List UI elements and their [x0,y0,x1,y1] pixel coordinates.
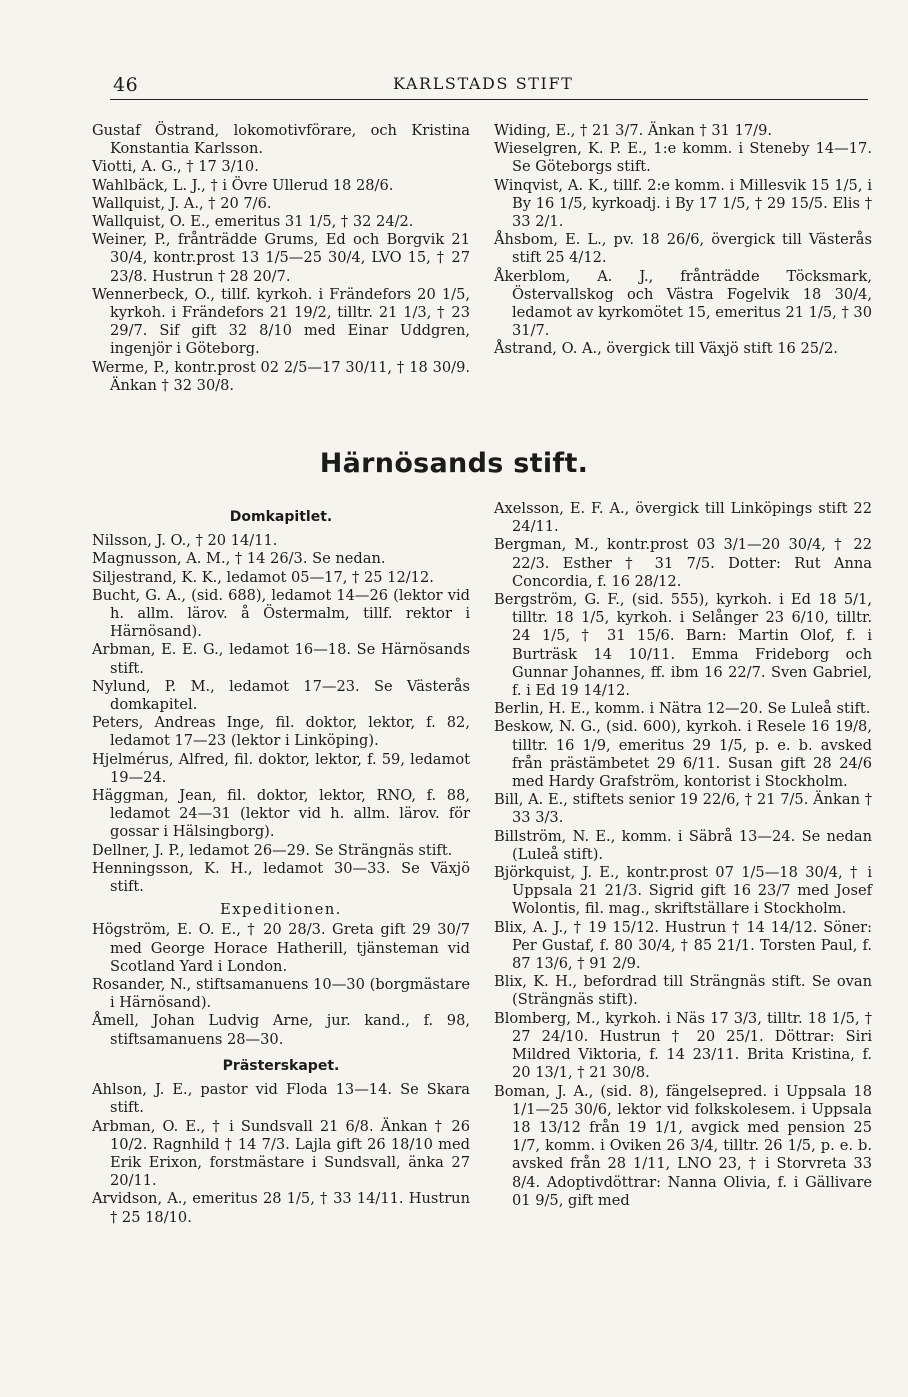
karlstad-column-left [92,122,475,395]
entry: Wieselgren, K. P. E., 1:e komm. i Steneby 14—17. Se Göteborgs stift. [494,140,877,176]
entry: Blix, A. J., † 19 15/12. Hustrun † 14 14/12. Söner: Per Gustaf, f. 80 30/4, † 85 21/1. Torsten Paul, f. 87 13/6, † 91 2/9. [494,918,877,973]
entry: Arvidson, A., emeritus 28 1/5, † 33 14/11. Hustrun † 25 18/10. [92,1190,475,1226]
entry: Gustaf Östrand, lokomotivförare, och Kristina Konstantia Karlsson. [92,122,475,158]
entry: Siljestrand, K. K., ledamot 05—17, † 25 12/12. [92,568,434,586]
running-title: KARLSTADS STIFT [393,74,574,93]
entry: Peters, Andreas Inge, fil. doktor, lektor, f. 82, ledamot 17—23 (lektor i Linköping). [92,714,475,750]
harnosand-column-right [494,500,877,1210]
karlstad-column-right [494,122,877,359]
entry: Arbman, E. E. G., ledamot 16—18. Se Härnösands stift. [92,641,475,677]
entry: Boman, J. A., (sid. 8), fängelsepred. i Uppsala 18 1/1—25 30/6, lektor vid folkskolesem. i Uppsala 18 13/12 från 19 1/1, avgick med pension 25 1/7, komm. i Oviken 26 3/4, tilltr. 26 1/5, p. e. b. avsked från 28 1/11, LNO 23, † i Storvreta 33 8/4. Adoptivdöttrar: Nanna Olivia, f. i Gällivare 01 9/5, gift med [494,1082,877,1209]
entry: Högström, E. O. E., † 20 28/3. Greta gift 29 30/7 med George Horace Hatherill, tjänsteman vid Scotland Yard i London. [92,921,475,975]
entry: Nilsson, J. O., † 20 14/11. [92,532,278,550]
entry: Bill, A. E., stiftets senior 19 22/6, † 21 7/5. Änkan † 33 3/3. [494,791,877,827]
entry: Bergman, M., kontr.prost 03 3/1—20 30/4, † 22 22/3. Esther † 31 7/5. Dotter: Rut Anna Concordia, f. 16 28/12. [494,536,877,590]
entry: Åstrand, O. A., övergick till Växjö stift 16 25/2. [494,340,838,358]
entry: Åmell, Johan Ludvig Arne, jur. kand., f. 98, stiftsamanuens 28—30. [92,1012,475,1048]
domkapitlet-heading: Domkapitlet. [229,509,333,525]
header-rule [110,99,868,100]
entry: Arbman, O. E., † i Sundsvall 21 6/8. Änkan † 26 10/2. Ragnhild † 14 7/3. Lajla gift 26 18/10 med Erik Erixon, forstmästare i Sundsvall, änka 27 20/11. [92,1117,475,1190]
page-number: 46 [113,74,139,96]
entry: Björkquist, J. E., kontr.prost 07 1/5—18 30/4, † i Uppsala 21 21/3. Sigrid gift 16 23/7 med Josef Wolontis, fil. mag., skriftställare i Stockholm. [494,864,877,918]
entry: Åhsbom, E. L., pv. 18 26/6, övergick till Västerås stift 25 4/12. [494,231,877,267]
entry: Blix, K. H., befordrad till Strängnäs stift. Se ovan (Strängnäs stift). [494,973,877,1009]
entry: Magnusson, A. M., † 14 26/3. Se nedan. [92,550,386,568]
harnosand-column-left [92,500,475,1227]
entry: Wahlbäck, L. J., † i Övre Ullerud 18 28/6. [92,176,394,194]
entry: Hjelmérus, Alfred, fil. doktor, lektor, f. 59, ledamot 19—24. [92,750,475,786]
entry: Axelsson, E. F. A., övergick till Linköpings stift 22 24/11. [494,500,877,536]
entry: Åkerblom, A. J., frånträdde Töcksmark, Östervallskog och Västra Fogelvik 18 30/4, ledamot av kyrkomötet 15, emeritus 21 1/5, † 30 31/7. [494,267,877,340]
entry: Berlin, H. E., komm. i Nätra 12—20. Se Luleå stift. [494,700,871,718]
entry: Rosander, N., stiftsamanuens 10—30 (borgmästare i Härnösand). [92,976,475,1012]
prasterskapet-heading: Prästerskapet. [222,1057,340,1074]
entry: Werme, P., kontr.prost 02 2/5—17 30/11, † 18 30/9. Änkan † 32 30/8. [92,358,475,394]
entry: Dellner, J. P., ledamot 26—29. Se Strängnäs stift. [92,841,453,859]
entry: Nylund, P. M., ledamot 17—23. Se Västerås domkapitel. [92,677,475,714]
entry: Häggman, Jean, fil. doktor, lektor, RNO, f. 88, ledamot 24—31 (lektor vid h. allm. lärov. för gossar i Hälsingborg). [92,787,475,841]
entry: Ahlson, J. E., pastor vid Floda 13—14. Se Skara stift. [92,1081,475,1117]
entry: Henningsson, K. H., ledamot 30—33. Se Växjö stift. [92,859,475,896]
entry: Billström, N. E., komm. i Säbrå 13—24. Se nedan (Luleå stift). [494,827,877,863]
entry: Bergström, G. F., (sid. 555), kyrkoh. i Ed 18 5/1, tilltr. 18 1/5, kyrkoh. i Selånger 23 6/10, tilltr. 24 1/5, † 31 15/6. Barn: Martin Olof, f. i Burträsk 14 10/11. Emma Frideborg och Gunnar Johannes, ff. ibm 16 22/7. Sven Gabriel, f. i Ed 19 14/12. [494,591,877,700]
entry: Beskow, N. G., (sid. 600), kyrkoh. i Resele 16 19/8, tilltr. 16 1/9, emeritus 29 1/5, p. e. b. avsked från prästämbetet 29 6/11. Susan gift 28 24/6 med Hardy Grafström, kontorist i Stockholm. [494,718,877,791]
entry: Wallquist, J. A., † 20 7/6. [92,194,272,212]
entry: Weiner, P., frånträdde Grums, Ed och Borgvik 21 30/4, kontr.prost 13 1/5—25 30/4, LVO 15, † 27 23/8. Hustrun † 28 20/7. [92,231,475,285]
section-title-harnosand: Härnösands stift. [319,448,589,479]
entry: Wennerbeck, O., tillf. kyrkoh. i Frändefors 20 1/5, kyrkoh. i Frändefors 21 19/2, tilltr. 21 1/3, † 23 29/7. Sif gift 32 8/10 med Einar Uddgren, ingenjör i Göteborg. [92,285,475,358]
entry: Bucht, G. A., (sid. 688), ledamot 14—26 (lektor vid h. allm. lärov. å Östermalm, tillf. rektor i Härnösand). [92,586,475,641]
expeditionen-heading: Expeditionen. [220,901,342,919]
entry: Viotti, A. G., † 17 3/10. [92,158,259,176]
entry: Wallquist, O. E., emeritus 31 1/5, † 32 24/2. [92,213,414,231]
entry: Winqvist, A. K., tillf. 2:e komm. i Millesvik 15 1/5, i By 16 1/5, kyrkoadj. i By 17 1/5, † 29 15/5. Elis † 33 2/1. [494,176,877,231]
entry: Blomberg, M., kyrkoh. i Näs 17 3/3, tilltr. 18 1/5, † 27 24/10. Hustrun † 20 25/1. Döttrar: Siri Mildred Viktoria, f. 14 23/11. Brita Kristina, f. 20 13/1, † 21 30/8. [494,1009,877,1082]
entry: Widing, E., † 21 3/7. Änkan † 31 17/9. [494,122,772,139]
